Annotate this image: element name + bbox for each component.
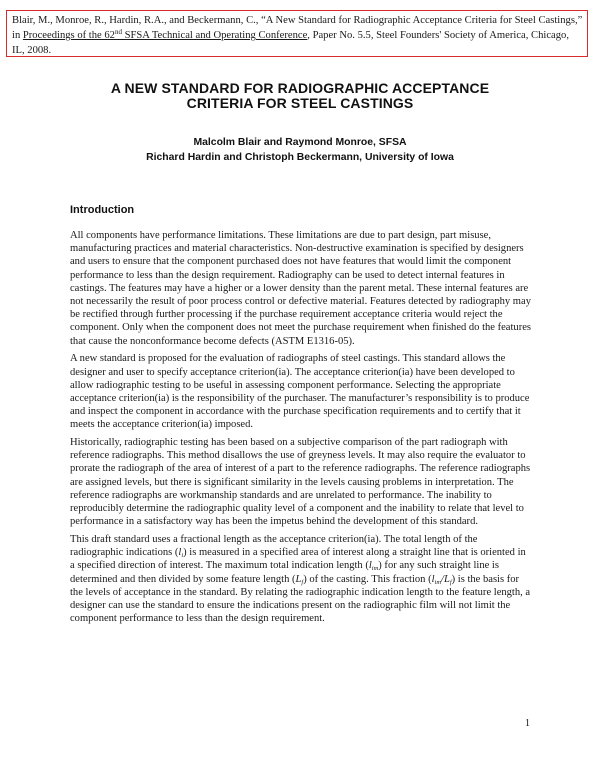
- paper-title: [0, 81, 600, 111]
- citation-text-part2: , Paper No. 5.5, Steel Founders' Society of America, Chicago, IL, 2008.: [12, 30, 569, 57]
- citation-text-part1: Blair, M., Monroe, R., Hardin, R.A., and Beckermann, C., “A New Standard for Radiographic Acceptance Criteria for Steel Castings,” in: [12, 15, 583, 42]
- symbol-lf: $L_f$: [295, 573, 304, 586]
- page-number: 1: [525, 718, 530, 729]
- paragraph-1: All components have performance limitations. These limitations are due to part design, part misuse, manufacturing practices and material characteristics. Non-destructive examination is specified by designers and users to ensure that the component purchased does not have features that would limit the component performance to less than the design requirement. Radiography can be used to detect internal features in castings. The features may have a higher or a lower density than the parent metal. These internal features are not necessarily the result of poor process control or defective material. Features detected by radiography may be rectified through further processing if the purchase requirement acceptance criteria would reject the component. Only when the component does not meet the purchase requirement when finished do the features that cause the nonconformance become defects (ASTM E1316-05).: [70, 230, 531, 347]
- paper-title-line2: CRITERIA FOR STEEL CASTINGS: [186, 95, 414, 111]
- authors-line1: Malcolm Blair and Raymond Monroe, SFSA: [193, 137, 407, 148]
- paragraph-2: A new standard is proposed for the evaluation of radiographs of steel castings. This standard allows the designer and user to specify acceptance criterion(ia). The acceptance criterion(ia) have been developed to allow radiographic testing to be useful in assessing component performance. Selecting the appropriate acceptance criterion(ia) is the responsibility of the purchaser. The manufacturer’s responsibility is to produce and inspect the component in accordance with the purchase specification requirements and to certify that it meets the acceptance criterion(ia) imposed.: [70, 353, 530, 431]
- citation-box: [6, 10, 588, 57]
- symbol-li: $l_i$: [178, 547, 184, 560]
- author-block: [0, 135, 600, 165]
- paragraph-4: This draft standard uses a fractional length as the acceptance criterion(ia). The total length of the radiographic indications $(l_i)$ is measured in a specified area of interest along a straight line that is oriented in a specified direction of interest. The maximum total indication length $(l_{im})$ for any such straight line is determined and then divided by some feature length $(L_f)$ of the casting. This fraction $(l_{im}/L_f)$ is the basis for the levels of acceptance in the standard. By relating the radiographic indication length to the feature length, a designer can use the standard to ensure the indications present on the radiographic film will not limit the component performance to less than the design requirement.: [70, 533, 531, 625]
- section-heading-introduction: Introduction: [70, 204, 135, 216]
- introduction-body: [70, 229, 532, 630]
- paper-title-line1: A NEW STANDARD FOR RADIOGRAPHIC ACCEPTANCE: [110, 80, 490, 96]
- symbol-ratio: $l_{im}/L_f$: [431, 573, 452, 586]
- proceedings-title: Proceedings of the 62nd SFSA Technical and Operating Conference: [22, 28, 308, 42]
- symbol-lim: $l_{im}$: [368, 560, 379, 573]
- authors-line2: Richard Hardin and Christoph Beckermann, University of Iowa: [146, 152, 454, 163]
- paragraph-3: Historically, radiographic testing has been based on a subjective comparison of the part radiograph with reference radiographs. This method disallows the use of greyness levels. It may also require the evaluator to prorate the radiograph of the area of interest of a part to the reference radiographs. The reference radiographs are assigned levels, but there is significant similarity in the levels causing problems in interpretation. The reference radiographs are workmanship standards and are unrelated to performance. The inability to reproducibly determine the radiographic quality level of a component and the inability to relate that level to performance in a satisfactory way has been the impetus behind the development of this standard.: [70, 437, 531, 528]
